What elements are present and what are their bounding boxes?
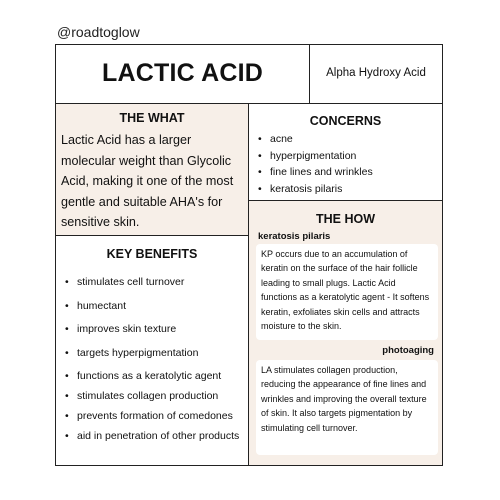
- list-item: • prevents formation of comedones: [64, 409, 248, 423]
- list-item: • fine lines and wrinkles: [257, 164, 373, 181]
- what-text: Lactic Acid has a larger molecular weight than Glycolic Acid, making it one of the most gentle and suitable AHA's for sensitive skin.: [61, 133, 234, 229]
- list-item: • stimulates cell turnover: [64, 275, 248, 289]
- concerns-list: [257, 131, 373, 197]
- how-heading: THE HOW: [315, 212, 376, 226]
- benefits-heading: KEY BENEFITS: [106, 247, 198, 261]
- list-item: • improves skin texture: [64, 322, 248, 336]
- list-item: • stimulates collagen production: [64, 389, 248, 403]
- photoaging-label: photoaging: [382, 345, 434, 356]
- concerns-section: [248, 103, 443, 201]
- page-title: LACTIC ACID: [102, 59, 263, 87]
- account-handle: @roadtoglow: [57, 24, 140, 40]
- what-heading: THE WHAT: [119, 111, 185, 125]
- kp-label: keratosis pilaris: [258, 231, 331, 242]
- concerns-heading: CONCERNS: [309, 114, 382, 128]
- list-item: • functions as a keratolytic agent: [64, 369, 248, 383]
- acid-type-label: Alpha Hydroxy Acid: [326, 67, 426, 79]
- kp-card: KP occurs due to an accumulation of keratin on the surface of the hair follicle leading to small plugs. Lactic Acid functions as a keratolytic agent - It softens keratin, exfoliates skin cells and attracts moisture to the skin.: [256, 244, 438, 340]
- list-item: • humectant: [64, 299, 248, 313]
- list-item: • hyperpigmentation: [257, 148, 373, 165]
- title-box: [55, 44, 310, 104]
- list-item: • targets hyperpigmentation: [64, 346, 248, 360]
- benefits-list: [64, 275, 248, 443]
- how-section: [248, 200, 443, 466]
- type-box: [309, 44, 443, 104]
- list-item: • aid in penetration of other products: [64, 429, 248, 443]
- list-item: • acne: [257, 131, 373, 148]
- list-item: • keratosis pilaris: [257, 181, 373, 198]
- photoaging-card: LA stimulates collagen production, reducing the appearance of fine lines and wrinkles and improving the overall texture of skin. It also targets pigmentation by stimulating cell turnover.: [256, 360, 438, 455]
- benefits-section: [55, 235, 249, 466]
- what-section: [55, 103, 249, 236]
